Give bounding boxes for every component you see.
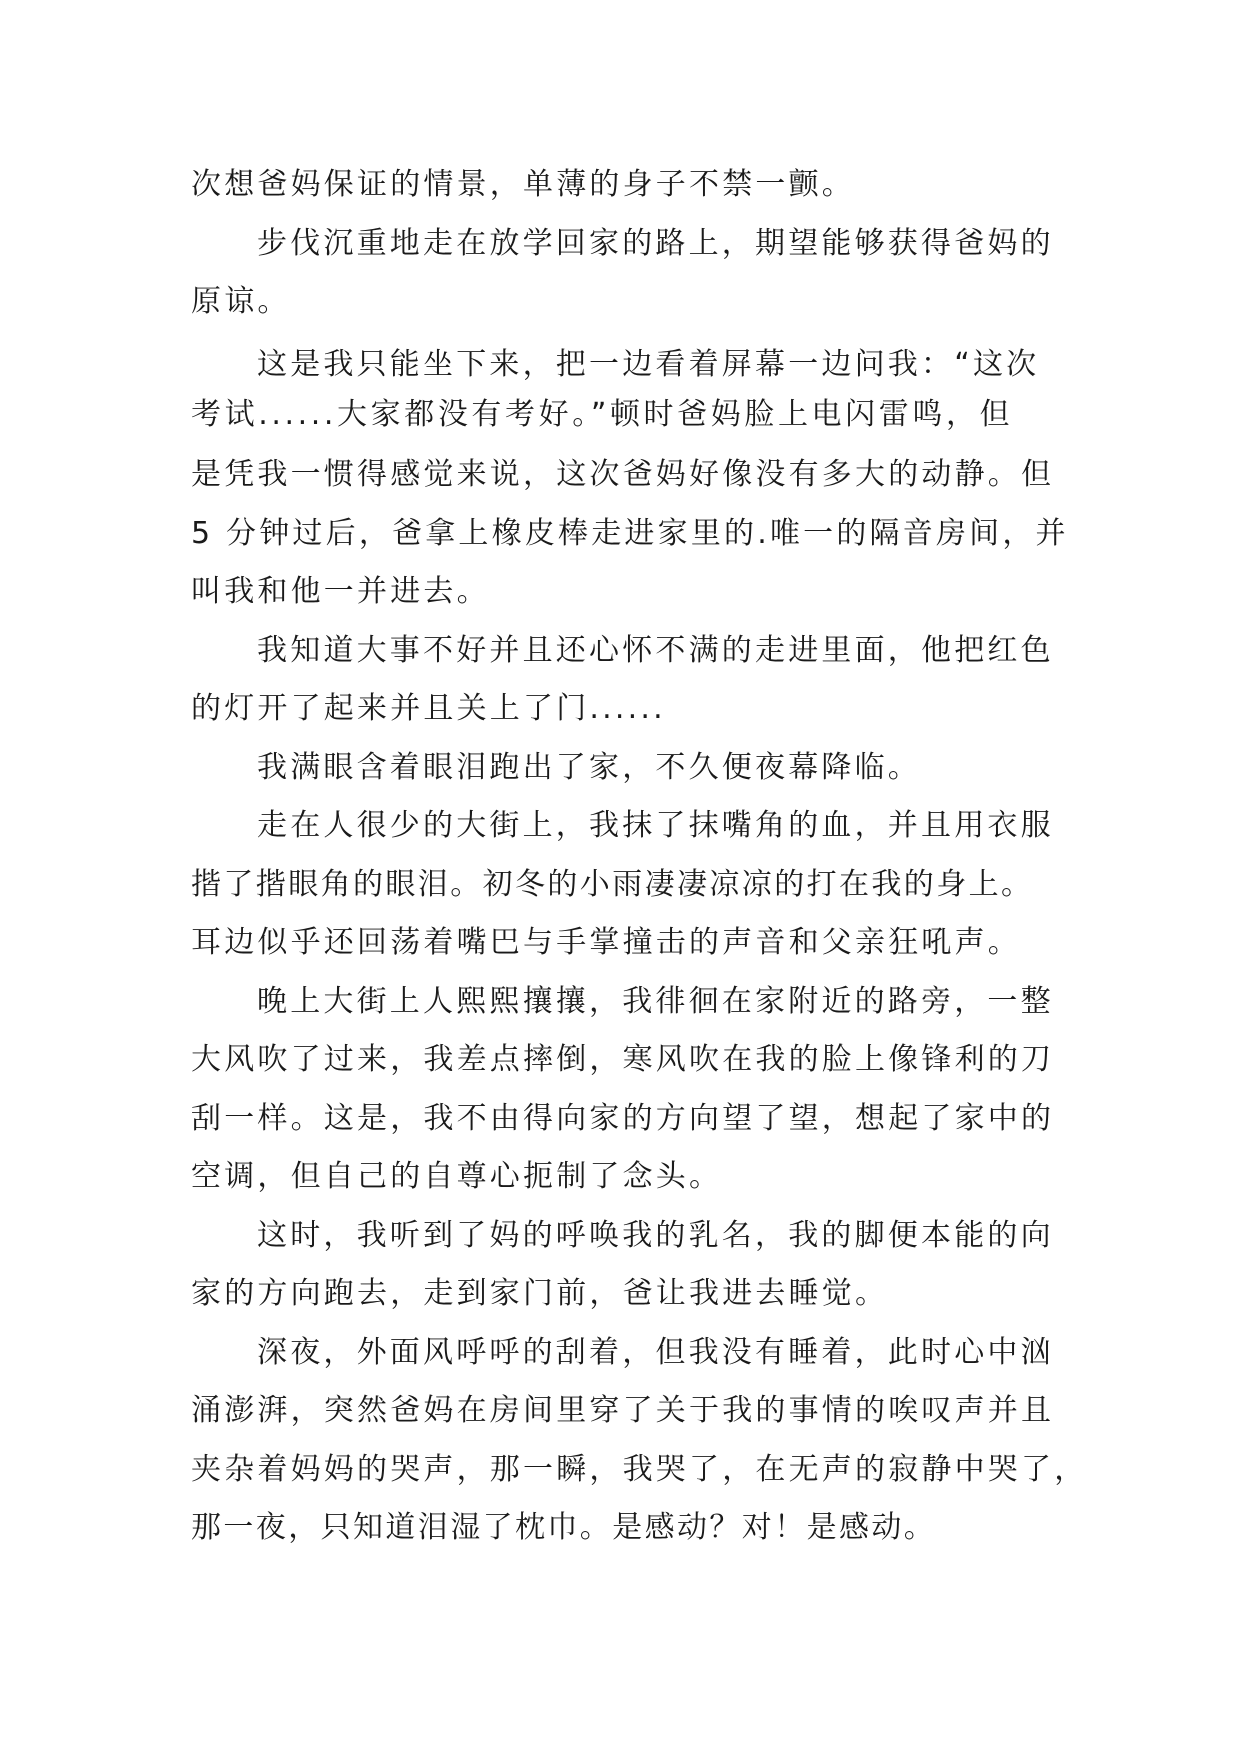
text-line: 空调，但自己的自尊心扼制了念头。 (191, 1159, 723, 1194)
text-line: 家的方向跑去，走到家门前，爸让我进去睡觉。 (191, 1276, 889, 1311)
text-line: 的灯开了起来并且关上了门...... (191, 691, 666, 726)
text-line: 次想爸妈保证的情景，单薄的身子不禁一颤。 (191, 167, 855, 202)
text-line: 大风吹了过来，我差点摔倒，寒风吹在我的脸上像锋利的刀 (191, 1042, 1055, 1077)
text-line: 揩了揩眼角的眼泪。初冬的小雨凄凄凉凉的打在我的身上。 (191, 867, 1034, 902)
text-line: 是凭我一惯得感觉来说，这次爸妈好像没有多大的动静。但 (191, 457, 1055, 492)
paragraph-first-line: 我满眼含着眼泪跑出了家，不久便夜幕降临。 (257, 750, 921, 785)
text-line: 那一夜，只知道泪湿了枕巾。是感动？对！是感动。 (191, 1510, 937, 1545)
paragraph-first-line: 这时，我听到了妈的呼唤我的乳名，我的脚便本能的向 (257, 1218, 1054, 1253)
text-line: 涌澎湃，突然爸妈在房间里穿了关于我的事情的唉叹声并且 (191, 1393, 1055, 1428)
paragraph-first-line: 深夜，外面风呼呼的刮着，但我没有睡着，此时心中汹 (257, 1335, 1054, 1370)
paragraph-first-line: 步伐沉重地走在放学回家的路上，期望能够获得爸妈的 (257, 226, 1054, 261)
paragraph-first-line: 这是我只能坐下来，把一边看着屏幕一边问我：“这次 (257, 347, 1040, 382)
text-line: 原谅。 (191, 284, 291, 319)
text-line: 考试......大家都没有考好。”顿时爸妈脸上电闪雷鸣，但 (191, 397, 1014, 432)
text-line: 刮一样。这是，我不由得向家的方向望了望，想起了家中的 (191, 1101, 1055, 1136)
text-line: 5 分钟过后，爸拿上橡皮棒走进家里的.唯一的隔音房间，并 (191, 516, 1069, 551)
paragraph-first-line: 我知道大事不好并且还心怀不满的走进里面，他把红色 (257, 633, 1054, 668)
text-line: 耳边似乎还回荡着嘴巴与手掌撞击的声音和父亲狂吼声。 (191, 925, 1021, 960)
text-line: 叫我和他一并进去。 (191, 574, 490, 609)
paragraph-first-line: 走在人很少的大街上，我抹了抹嘴角的血，并且用衣服 (257, 808, 1054, 843)
paragraph-first-line: 晚上大街上人熙熙攘攘，我徘徊在家附近的路旁，一整 (257, 984, 1054, 1019)
text-line: 夹杂着妈妈的哭声，那一瞬，我哭了，在无声的寂静中哭了， (191, 1452, 1088, 1487)
